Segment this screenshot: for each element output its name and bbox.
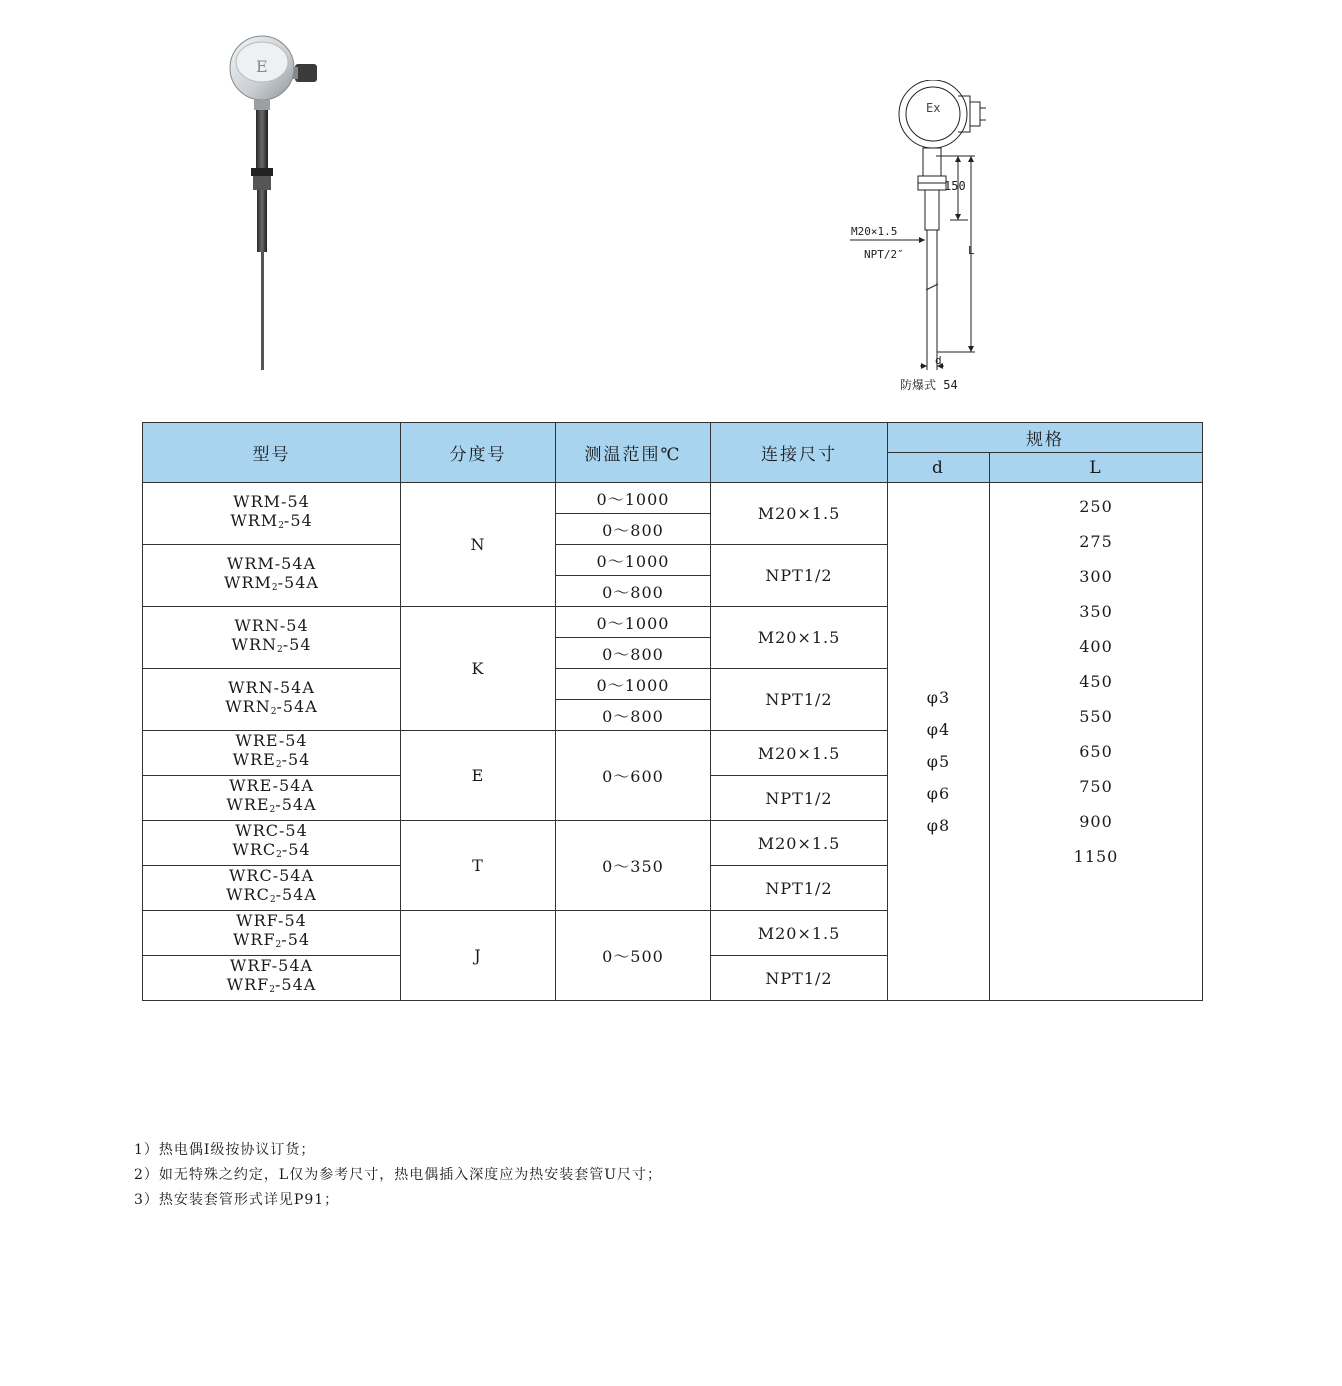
- range-cell: 0～1000: [556, 483, 711, 514]
- header-model: 型号: [143, 423, 401, 483]
- footnotes: [134, 1138, 662, 1213]
- connection-cell: NPT1/2: [711, 866, 888, 911]
- dimension-drawing: [840, 80, 1000, 400]
- footnote: 1）热电偶I级按协议订货；: [134, 1142, 316, 1158]
- model-cell: WRF-54A $WRF_2-54A$: [143, 956, 401, 1001]
- L-value: 900: [1079, 812, 1113, 831]
- model-cell: WRM-54A $WRM_2-54A$: [143, 545, 401, 607]
- range-cell: 0～800: [556, 638, 711, 669]
- ex-mark: Ex: [926, 101, 941, 115]
- range-cell: 0～350: [556, 821, 711, 911]
- d-value: φ3: [926, 687, 951, 707]
- dimension-d: d: [935, 354, 942, 367]
- connection-cell: NPT1/2: [711, 956, 888, 1001]
- thread-metric-label: M20×1.5: [851, 225, 898, 238]
- range-cell: 0～800: [556, 700, 711, 731]
- d-value: φ6: [926, 783, 951, 803]
- graduation-cell: E: [401, 731, 556, 821]
- L-value: 275: [1079, 532, 1113, 551]
- header-graduation: 分度号: [401, 423, 556, 483]
- L-value: 1150: [1073, 847, 1119, 866]
- footnote: 2）如无特殊之约定，L仅为参考尺寸，热电偶插入深度应为热安装套管U尺寸；: [134, 1167, 663, 1183]
- thread-npt-label: NPT/2″: [864, 248, 904, 261]
- connection-cell: M20×1.5: [711, 911, 888, 956]
- L-value: 400: [1079, 637, 1113, 656]
- model-cell: WRN-54A $WRN_2-54A$: [143, 669, 401, 731]
- range-cell: 0～1000: [556, 545, 711, 576]
- model-cell: WRE-54A $WRE_2-54A$: [143, 776, 401, 821]
- connection-cell: M20×1.5: [711, 607, 888, 669]
- connection-cell: NPT1/2: [711, 776, 888, 821]
- range-cell: 0～800: [556, 576, 711, 607]
- connection-cell: NPT1/2: [711, 669, 888, 731]
- d-value: φ4: [926, 719, 951, 739]
- spec-table: [142, 422, 1203, 1001]
- range-cell: 0～600: [556, 731, 711, 821]
- L-value: 550: [1079, 707, 1113, 726]
- header-spec: 规格: [888, 423, 1203, 453]
- header-connection: 连接尺寸: [711, 423, 888, 483]
- model-cell: WRC-54 $WRC_2-54$: [143, 821, 401, 866]
- connection-cell: M20×1.5: [711, 483, 888, 545]
- footnote: 3）热安装套管形式详见P91；: [134, 1192, 340, 1208]
- model-cell: WRF-54 $WRF_2-54$: [143, 911, 401, 956]
- header-d: d: [888, 453, 990, 483]
- model-cell: WRC-54A $WRC_2-54A$: [143, 866, 401, 911]
- range-cell: 0～500: [556, 911, 711, 1001]
- d-value: φ5: [926, 751, 951, 771]
- connection-cell: NPT1/2: [711, 545, 888, 607]
- table-row: [143, 483, 1203, 514]
- L-value: 450: [1079, 672, 1113, 691]
- L-value: 350: [1079, 602, 1113, 621]
- model-cell: WRE-54 $WRE_2-54$: [143, 731, 401, 776]
- L-value: 650: [1079, 742, 1113, 761]
- model-cell: WRN-54 $WRN_2-54$: [143, 607, 401, 669]
- dimension-150: 150: [944, 179, 966, 193]
- d-values-cell: [888, 483, 990, 1001]
- graduation-cell: J: [401, 911, 556, 1001]
- graduation-cell: T: [401, 821, 556, 911]
- L-values-cell: [990, 483, 1203, 1001]
- svg-text:E: E: [256, 57, 268, 76]
- connection-cell: M20×1.5: [711, 821, 888, 866]
- dimension-L: L: [968, 244, 975, 257]
- L-value: 300: [1079, 567, 1113, 586]
- range-cell: 0～1000: [556, 669, 711, 700]
- L-value: 250: [1079, 497, 1113, 516]
- connection-cell: M20×1.5: [711, 731, 888, 776]
- product-photo: [190, 30, 340, 380]
- L-value: 750: [1079, 777, 1113, 796]
- range-cell: 0～1000: [556, 607, 711, 638]
- range-cell: 0～800: [556, 514, 711, 545]
- header-range: 测温范围℃: [556, 423, 711, 483]
- model-cell: WRM-54 $WRM_2-54$: [143, 483, 401, 545]
- drawing-caption: 防爆式 54: [900, 378, 958, 392]
- graduation-cell: N: [401, 483, 556, 607]
- d-value: φ8: [926, 815, 951, 835]
- graduation-cell: K: [401, 607, 556, 731]
- header-L: L: [990, 453, 1203, 483]
